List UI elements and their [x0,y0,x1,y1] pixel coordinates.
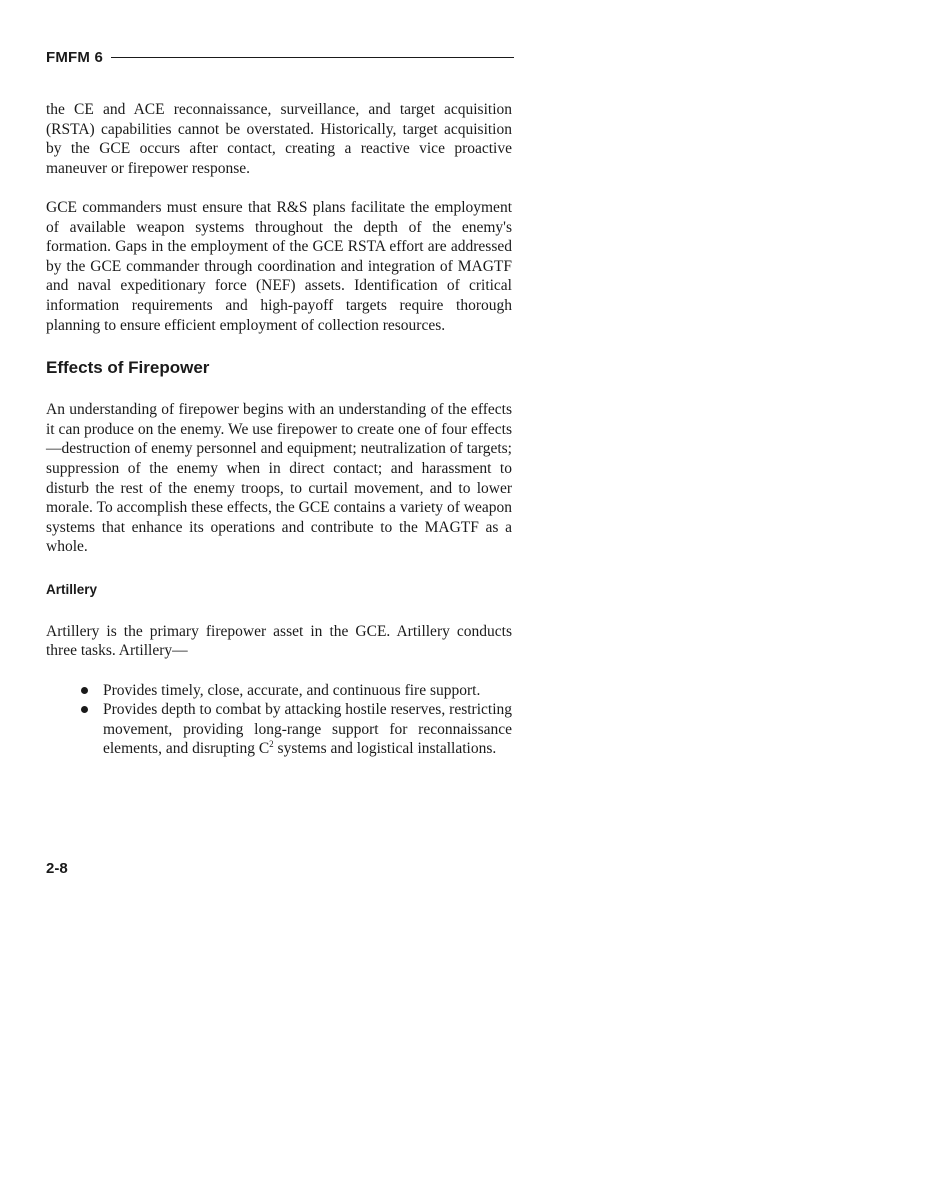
list-item-text-pre: Provides depth to combat by attacking hostile reserves, restricting movement, providing long-range support for reconnaissance elements, and disrupting C [103,701,512,758]
page-number: 2-8 [46,860,68,877]
page-body [46,100,512,759]
list-item [103,700,512,759]
superscript-two: 2 [269,739,274,750]
running-header-label: FMFM 6 [46,48,104,66]
paragraph-gce-commanders: GCE commanders must ensure that R&S plans facilitate the employment of available weapon systems throughout the depth of the enemy's formation. Gaps in the employment of the GCE RSTA effort are addressed by the GCE commander through coordination and integration of MAGTF and naval expeditionary force (NEF) assets. Identification of critical information requirements and high-payoff targets require thorough planning to ensure efficient employment of collection resources. [46,198,512,334]
paragraph-artillery-intro: Artillery is the primary firepower asset in the GCE. Artillery conducts three tasks. Artillery— [46,622,512,660]
header-rule [111,57,514,58]
list-item-text: Provides timely, close, accurate, and continuous fire support. [103,681,481,699]
artillery-task-list [46,681,512,759]
paragraph-rsta-capabilities: the CE and ACE reconnaissance, surveillance, and target acquisition (RSTA) capabilities cannot be overstated. Historically, target acquisition by the GCE occurs after contact, creating a reactive vice proactive maneuver or firepower response. [46,101,512,177]
section-heading-effects-of-firepower: Effects of Firepower [46,358,210,378]
running-header [46,47,514,67]
bullet-icon [81,706,88,713]
list-item [103,681,512,701]
list-item-text-post: systems and logistical installations. [273,740,497,758]
paragraph-effects-of-firepower: An understanding of firepower begins with an understanding of the effects it can produce on the enemy. We use firepower to create one of four effects—destruction of enemy personnel and equipment; neutralization of targets; suppression of the enemy when in direct contact; and harassment to disturb the rest of the enemy troops, to curtail movement, and to lower morale. To accomplish these effects, the GCE contains a variety of weapon systems that enhance its operations and contribute to the MAGTF as a whole. [46,401,512,556]
subsection-heading-artillery: Artillery [46,581,98,597]
bullet-icon [81,687,88,694]
